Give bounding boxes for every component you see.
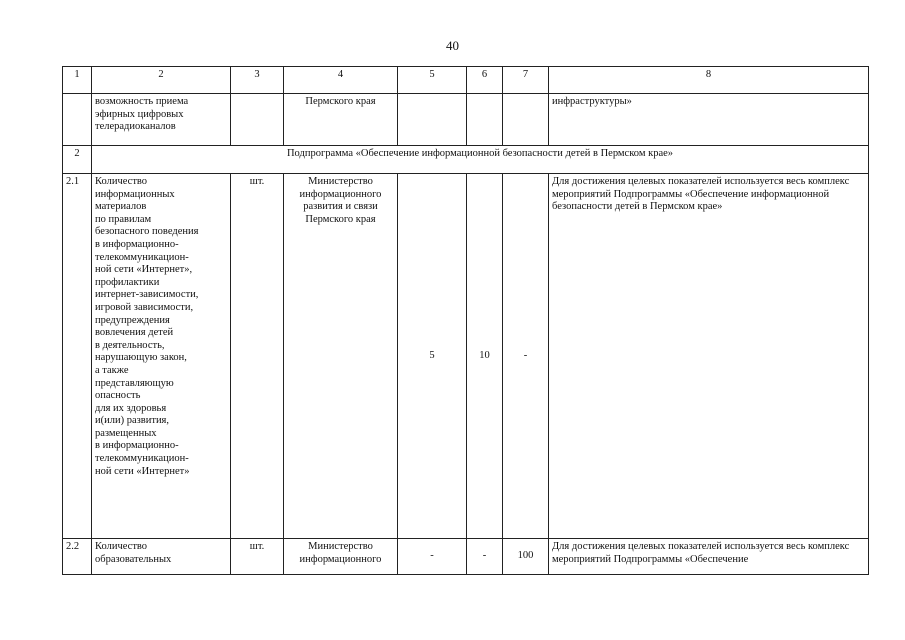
column-header: 8: [549, 67, 869, 94]
table-row: [63, 539, 869, 575]
value-cell: 100: [503, 539, 549, 575]
continuation-row: [63, 94, 869, 146]
responsible-cell: Пермского края: [284, 94, 398, 146]
indicators-table: [62, 66, 869, 575]
note-cell: Для достижения целевых показателей используется весь комплекс мероприятий Подпрограммы «Обеспечение: [549, 539, 869, 575]
note-cell: Для достижения целевых показателей используется весь комплекс мероприятий Подпрограммы «Обеспечение информационной безопасности детей в Пермском крае»: [549, 174, 869, 539]
section-row: [63, 146, 869, 174]
unit-cell: шт.: [231, 539, 284, 575]
column-header: 6: [467, 67, 503, 94]
responsible-cell: Министерство информационного развития и связи Пермского края: [284, 174, 398, 539]
column-header: 4: [284, 67, 398, 94]
row-number: 2.1: [63, 174, 92, 539]
column-header: 5: [398, 67, 467, 94]
value-cell: -: [398, 539, 467, 575]
header-row: [63, 67, 869, 94]
indicator-cell: Количество образовательных: [92, 539, 231, 575]
indicator-cell: Количество информационных материалов по правилам безопасного поведения в информационно- телекоммуникацион- ной сети «Интернет», профилактики интернет-зависимости, игровой зависимости, предупреждения вовлечения детей в деятельность, нарушающую закон, а также представляющую опасность для их здоровья и(или) развития, размещенных в информационно- телекоммуникацион- ной сети «Интернет»: [92, 174, 231, 539]
unit-cell: шт.: [231, 174, 284, 539]
column-header: 7: [503, 67, 549, 94]
section-number: 2: [63, 146, 92, 174]
column-header: 2: [92, 67, 231, 94]
column-header: 1: [63, 67, 92, 94]
value-cell: 5: [398, 174, 467, 539]
responsible-cell: Министерство информационного: [284, 539, 398, 575]
note-cell: инфраструктуры»: [549, 94, 869, 146]
section-title: Подпрограмма «Обеспечение информационной безопасности детей в Пермском крае»: [92, 146, 869, 174]
column-header: 3: [231, 67, 284, 94]
table-row: [63, 174, 869, 539]
page-number: 40: [446, 38, 459, 53]
value-cell: 10: [467, 174, 503, 539]
value-cell: -: [503, 174, 549, 539]
value-cell: -: [467, 539, 503, 575]
row-number: 2.2: [63, 539, 92, 575]
indicator-cell: возможность приема эфирных цифровых телерадиоканалов: [92, 94, 231, 146]
